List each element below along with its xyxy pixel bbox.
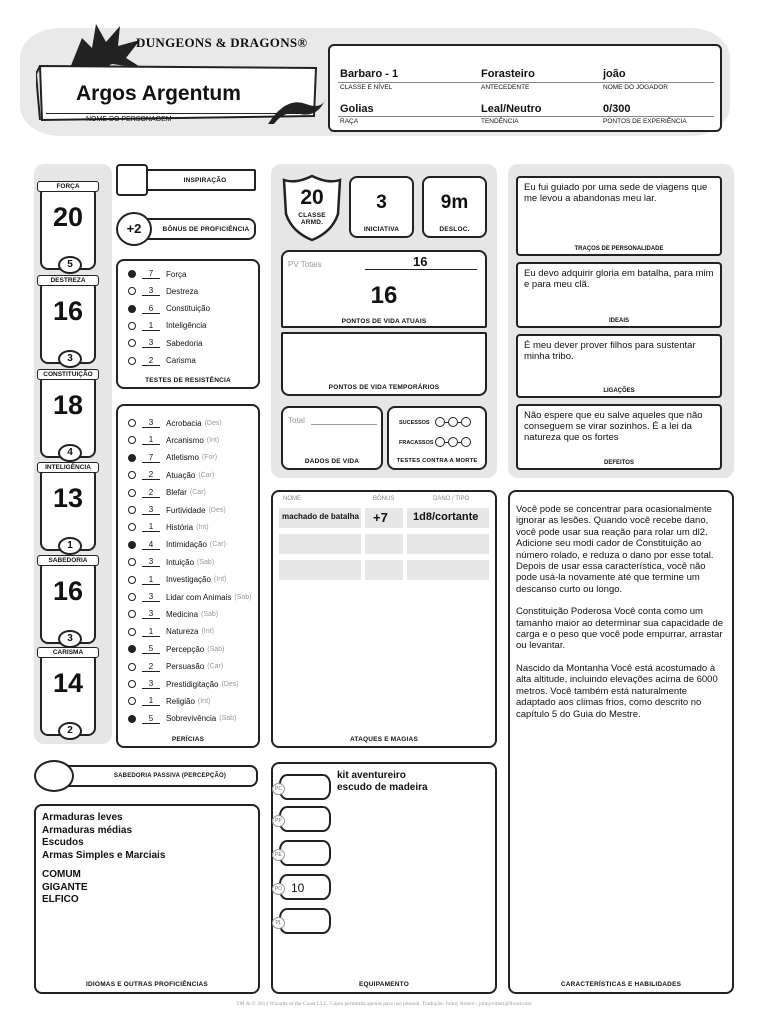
ability-modifier[interactable]: 5 xyxy=(58,256,82,274)
saving-throw-value[interactable]: 6 xyxy=(142,304,160,314)
skill-row[interactable] xyxy=(128,538,226,552)
inspiration-box[interactable] xyxy=(116,164,148,196)
saving-throw-row[interactable] xyxy=(128,354,196,368)
inspiration-label: INSPIRAÇÃO xyxy=(183,177,227,184)
attack-bonus-cell xyxy=(365,508,403,528)
skill-value[interactable]: 3 xyxy=(142,505,160,515)
proficiency-marker[interactable] xyxy=(128,357,136,365)
ability-name: DESTREZA xyxy=(37,275,99,286)
language-line: Escudos xyxy=(42,837,84,848)
skill-value[interactable]: 3 xyxy=(142,679,160,689)
skill-row[interactable] xyxy=(128,694,210,708)
attack-damage-cell xyxy=(407,560,489,580)
skill-attribute: (Car) xyxy=(209,541,226,549)
death-fail-boxes[interactable] xyxy=(435,437,471,447)
ability-modifier[interactable]: 4 xyxy=(58,444,82,462)
skill-attribute: (Int) xyxy=(196,523,209,531)
attack-name-cell xyxy=(279,508,361,528)
character-name-label: NOME DO PERSONAGEM xyxy=(86,116,172,123)
hp-temp-label: PONTOS DE VIDA TEMPORÁRIOS xyxy=(328,384,440,391)
death-saves-label: TESTES CONTRA A MORTE xyxy=(396,458,478,464)
ability-name: INTELIGÊNCIA xyxy=(37,462,99,473)
death-saves xyxy=(387,406,487,470)
feature-paragraph: Nascido da Montanha Você está acostumado à alta altitude, incluindo elevações acima de 6000 metros. Você também está naturalmente adaptado aos climas frios, como descrito no capítulo 5 do Guia do Mestre. xyxy=(516,662,718,720)
skill-name: Blefar xyxy=(166,488,187,498)
ability-score[interactable]: 14 xyxy=(52,668,84,698)
hp-current-value[interactable]: 16 xyxy=(370,282,398,309)
proficiency-marker[interactable] xyxy=(128,305,136,313)
saving-throw-name: Constituição xyxy=(166,304,211,314)
ability-modifier[interactable]: 1 xyxy=(58,537,82,555)
ability-charisma xyxy=(40,649,96,736)
attack-name-cell xyxy=(279,560,361,580)
language-line: COMUM xyxy=(42,869,81,880)
proficiency-marker[interactable] xyxy=(128,576,136,584)
proficiency-marker[interactable] xyxy=(128,697,136,705)
skill-value[interactable]: 1 xyxy=(142,522,160,532)
death-fail-2[interactable] xyxy=(448,437,458,447)
proficiency-label: BÔNUS DE PROFICIÊNCIA xyxy=(162,226,250,233)
ability-score[interactable]: 16 xyxy=(52,296,84,326)
equipment-item: kit aventureiro xyxy=(337,770,406,781)
features-title: CARACTERÍSTICAS E HABILIDADES xyxy=(560,981,682,988)
skill-attribute: (Car) xyxy=(189,489,206,497)
inspiration xyxy=(116,164,260,196)
skill-row[interactable] xyxy=(128,451,217,465)
attack-header-bonus: BÔNUS xyxy=(373,496,395,502)
initiative-label: INICIATIVA xyxy=(363,226,400,233)
ability-modifier[interactable]: 3 xyxy=(58,350,82,368)
ability-constitution xyxy=(40,371,96,458)
coin-gold[interactable] xyxy=(274,874,331,900)
saving-throws xyxy=(116,259,260,389)
player-name-label: NOME DO JOGADOR xyxy=(603,84,669,91)
skill-row[interactable] xyxy=(128,503,226,517)
info-line-1 xyxy=(338,82,714,83)
skill-value[interactable]: 5 xyxy=(142,644,160,654)
skill-name: Intimidação xyxy=(166,540,207,550)
coin-label: PP xyxy=(272,815,285,827)
skill-name: Atletismo xyxy=(166,453,199,463)
skill-attribute: (Des) xyxy=(221,680,239,688)
saving-throw-name: Destreza xyxy=(166,286,199,296)
proficiency-marker[interactable] xyxy=(128,454,136,462)
feature-paragraph: Constituição Poderosa Você conta como um tamanho maior ao determinar sua capacidade de carga e o peso que você pode empurrar, arrastar ou levantar. xyxy=(516,606,724,652)
dragon-tail-icon xyxy=(266,94,328,126)
proficiency-marker[interactable] xyxy=(128,339,136,347)
proficiency-marker[interactable] xyxy=(128,489,136,497)
ability-name: FORÇA xyxy=(37,181,99,192)
attack-bonus-cell xyxy=(365,534,403,554)
coin-label: PC xyxy=(272,783,285,795)
proficiency-marker[interactable] xyxy=(128,628,136,636)
ability-score[interactable]: 16 xyxy=(52,576,84,606)
language-line: Armaduras leves xyxy=(42,812,123,823)
saving-throw-value[interactable]: 3 xyxy=(142,338,160,348)
passive-label: SABEDORIA PASSIVA (PERCEPÇÃO) xyxy=(113,773,227,779)
name-underline xyxy=(46,113,302,114)
proficiency-marker[interactable] xyxy=(128,270,136,278)
ability-modifier[interactable]: 2 xyxy=(58,722,82,740)
ability-score[interactable]: 13 xyxy=(52,483,84,513)
skill-row[interactable] xyxy=(128,607,218,621)
proficiency-marker[interactable] xyxy=(128,558,136,566)
hit-dice-total-label: Total xyxy=(288,416,305,425)
skill-attribute: (Sab) xyxy=(197,558,215,566)
personality-traits[interactable] xyxy=(516,176,722,256)
initiative xyxy=(349,176,414,238)
skill-attribute: (Des) xyxy=(204,419,222,427)
skill-value[interactable]: 5 xyxy=(142,714,160,724)
passive-wisdom xyxy=(34,760,260,792)
skill-row[interactable] xyxy=(128,590,251,604)
skill-value[interactable]: 2 xyxy=(142,488,160,498)
skill-attribute: (Sab) xyxy=(207,645,225,653)
skill-attribute: (Int) xyxy=(197,697,211,705)
initiative-value[interactable]: 3 xyxy=(376,192,387,213)
attacks-title: ATAQUES E MAGIAS xyxy=(350,736,418,743)
ability-score[interactable]: 20 xyxy=(52,202,84,232)
skill-name: Medicina xyxy=(166,609,199,619)
flaws-text: Não espere que eu salve aqueles que não conseguem se virar sozinhos. É a lei da natureza que os fortes xyxy=(524,410,703,443)
languages-proficiencies[interactable] xyxy=(34,804,260,994)
skill-row[interactable] xyxy=(128,555,214,569)
saving-throw-name: Inteligência xyxy=(166,321,207,331)
proficiency-marker[interactable] xyxy=(128,322,136,330)
flaws-label: DEFEITOS xyxy=(604,460,634,466)
proficiency-marker[interactable] xyxy=(128,610,136,618)
proficiency-marker[interactable] xyxy=(128,523,136,531)
saving-throw-row[interactable] xyxy=(128,267,186,281)
coin-value: 10 xyxy=(291,881,305,895)
skill-attribute: (Int) xyxy=(201,628,214,636)
skill-attribute: (Car) xyxy=(198,471,215,479)
skill-value[interactable]: 4 xyxy=(142,540,160,550)
skill-name: Persuasão xyxy=(166,662,205,672)
proficiency-marker[interactable] xyxy=(128,680,136,688)
skill-value[interactable]: 2 xyxy=(142,662,160,672)
death-success-3[interactable] xyxy=(461,417,471,427)
skill-name: Acrobacia xyxy=(166,418,202,428)
coin-label: PL xyxy=(272,917,285,929)
abilities-column xyxy=(34,164,112,744)
features-traits[interactable] xyxy=(508,490,734,994)
language-line: ELFICO xyxy=(42,894,79,905)
attack-row[interactable] xyxy=(279,508,489,528)
attack-row-empty[interactable] xyxy=(279,534,489,554)
alignment-value[interactable]: Leal/Neutro xyxy=(481,103,542,115)
saving-throw-row[interactable] xyxy=(128,284,198,298)
attack-damage-cell xyxy=(407,508,489,528)
languages-body xyxy=(42,812,165,907)
proficiency-marker[interactable] xyxy=(128,715,136,723)
flaws[interactable] xyxy=(516,404,722,470)
proficiency-marker[interactable] xyxy=(128,593,136,601)
attack-bonus: +7 xyxy=(373,510,388,525)
ability-wisdom xyxy=(40,557,96,644)
ability-score[interactable]: 18 xyxy=(52,390,84,420)
attack-row-empty[interactable] xyxy=(279,560,489,580)
proficiency-bonus xyxy=(116,212,260,246)
skill-value[interactable]: 3 xyxy=(142,557,160,567)
hp-max-value[interactable]: 16 xyxy=(413,254,428,269)
skill-row[interactable] xyxy=(128,625,214,639)
race-label: RAÇA xyxy=(340,118,359,125)
skills xyxy=(116,404,260,748)
attack-name-cell xyxy=(279,534,361,554)
ability-intelligence xyxy=(40,464,96,551)
coin-silver[interactable] xyxy=(275,806,331,832)
proficiency-marker[interactable] xyxy=(128,419,136,427)
skill-value[interactable]: 2 xyxy=(142,470,160,480)
hit-dice xyxy=(281,406,383,470)
features-body xyxy=(516,504,728,720)
skill-value[interactable]: 1 xyxy=(142,575,160,585)
skill-name: Sobrevivência xyxy=(166,714,217,724)
ability-name: CONSTITUIÇÃO xyxy=(37,369,99,380)
saving-throw-row[interactable] xyxy=(128,302,210,316)
personality-traits-wrap xyxy=(508,164,734,478)
proficiency-marker[interactable] xyxy=(128,471,136,479)
skill-value[interactable]: 3 xyxy=(142,609,160,619)
skill-name: Atuação xyxy=(166,470,196,480)
attack-header-name: NOME xyxy=(283,496,301,502)
ability-strength xyxy=(40,183,96,270)
saving-throw-row[interactable] xyxy=(128,336,202,350)
armor-class-value[interactable]: 20 xyxy=(300,186,324,209)
skill-value[interactable]: 1 xyxy=(142,627,160,637)
skill-row[interactable] xyxy=(128,468,214,482)
skill-name: Religião xyxy=(166,696,195,706)
ability-dexterity xyxy=(40,277,96,364)
hp-max-label: PV Totais xyxy=(288,260,322,269)
personality-traits-text: Eu fui guiado por uma sede de viagens que me levou a abandonas meu lar. xyxy=(524,182,708,204)
hit-dice-total-line xyxy=(311,424,377,425)
armor-class-label: CLASSE ARMD. xyxy=(298,212,326,226)
equipment-title: EQUIPAMENTO xyxy=(359,981,409,988)
bonds-text: É meu dever prover filhos para sustentar minha tribo. xyxy=(524,340,696,362)
skill-row[interactable] xyxy=(128,642,224,656)
skill-name: Furtividade xyxy=(166,505,206,515)
bonds[interactable] xyxy=(516,334,722,398)
skill-attribute: (Sab) xyxy=(201,610,219,618)
saving-throws-title: TESTES DE RESISTÊNCIA xyxy=(145,377,231,384)
skill-attribute: (Int) xyxy=(213,576,227,584)
proficiency-marker[interactable] xyxy=(128,541,136,549)
skill-name: Prestidigitação xyxy=(166,679,219,689)
copyright-footer: TM & © 2014 Wizards of the Coast LLC. Cópia permitida apenas para uso pessoal. Tradução: Johny Robert | johnyrobert@iloud.com xyxy=(236,1001,532,1007)
skill-attribute: (Car) xyxy=(207,663,224,671)
temporary-hit-points xyxy=(281,332,487,396)
hp-current-label: PONTOS DE VIDA ATUAIS xyxy=(341,318,427,325)
skill-attribute: (For) xyxy=(201,454,218,462)
death-fail-label: FRACASSOS xyxy=(399,440,434,446)
saving-throw-value[interactable]: 2 xyxy=(142,356,160,366)
attacks-spells xyxy=(271,490,497,748)
background-label: ANTECEDENTE xyxy=(481,84,530,91)
race-value[interactable]: Golias xyxy=(340,103,374,115)
language-line: GIGANTE xyxy=(42,881,88,893)
equipment[interactable] xyxy=(271,762,497,994)
coin-electrum[interactable] xyxy=(275,840,331,866)
background-value[interactable]: Forasteiro xyxy=(481,68,535,80)
hp-max-line xyxy=(365,269,477,270)
skill-name: Investigação xyxy=(166,575,211,585)
coin-platinum[interactable] xyxy=(275,908,331,934)
skill-name: Natureza xyxy=(166,627,199,637)
saving-throw-value[interactable]: 7 xyxy=(142,269,160,279)
personality-traits-label: TRAÇOS DE PERSONALIDADE xyxy=(574,246,664,252)
skill-name: Arcanismo xyxy=(166,435,204,445)
skill-row[interactable] xyxy=(128,712,236,726)
proficiency-marker[interactable] xyxy=(128,506,136,514)
language-line: Armas Simples e Marciais xyxy=(42,849,166,861)
skill-value[interactable]: 1 xyxy=(142,435,160,445)
death-success-2[interactable] xyxy=(448,417,458,427)
skill-name: História xyxy=(166,522,194,532)
feature-paragraph: Você pode se concentrar para ocasionalmente ignorar as lesões. Quando você recebe dano, você pode usar sua reação para rolar um dl2. Adicione seu modi cador de Constituição ao número rolado, e reduza o dano por esse total. Depois de usar essa característica, você não pode usá-la novamente até que termine um descanso curto ou longo. xyxy=(516,504,714,595)
death-fail-1[interactable] xyxy=(435,437,445,447)
experience-value[interactable]: 0/300 xyxy=(603,103,631,115)
ideals-text: Eu devo adquirir gloria em batalha, para mim e para meu clã. xyxy=(524,268,714,290)
speed-label: DESLOC. xyxy=(439,226,470,233)
skill-value[interactable]: 1 xyxy=(142,696,160,706)
coin-label: PO xyxy=(272,883,285,895)
ideals[interactable] xyxy=(516,262,722,328)
alignment-label: TENDÊNCIA xyxy=(481,118,519,125)
skill-name: Percepção xyxy=(166,644,205,654)
equipment-item: escudo de madeira xyxy=(337,782,428,793)
skills-title: PERÍCIAS xyxy=(171,736,205,743)
proficiency-marker[interactable] xyxy=(128,287,136,295)
character-name[interactable]: Argos Argentum xyxy=(76,82,241,105)
header xyxy=(0,0,768,150)
saving-throw-name: Carisma xyxy=(166,356,196,365)
skill-attribute: (Sab) xyxy=(219,715,237,723)
skill-row[interactable] xyxy=(128,677,239,691)
skill-row[interactable] xyxy=(128,520,209,534)
saving-throw-value[interactable]: 3 xyxy=(142,286,160,296)
ability-modifier[interactable]: 3 xyxy=(58,630,82,648)
skill-value[interactable]: 3 xyxy=(142,592,160,602)
coin-copper[interactable] xyxy=(275,774,331,800)
death-success-boxes[interactable] xyxy=(435,417,471,427)
proficiency-value[interactable]: +2 xyxy=(116,212,152,246)
attack-name: machado de batalha xyxy=(282,512,359,521)
skill-row[interactable] xyxy=(128,573,226,587)
death-success-label: SUCESSOS xyxy=(399,420,430,426)
ability-name: CARISMA xyxy=(37,647,99,658)
bonds-label: LIGAÇÕES xyxy=(603,388,635,394)
language-line xyxy=(42,862,165,869)
skill-row[interactable] xyxy=(128,660,223,674)
skill-row[interactable] xyxy=(128,433,219,447)
skill-value[interactable]: 3 xyxy=(142,418,160,428)
armor-class xyxy=(282,174,342,242)
speed-value[interactable]: 9m xyxy=(440,192,469,213)
brand-logo-text: DUNGEONS & DRAGONS® xyxy=(136,35,308,50)
saving-throw-row[interactable] xyxy=(128,319,206,333)
player-name-value[interactable]: joão xyxy=(603,68,626,80)
hit-dice-label: DADOS DE VIDA xyxy=(304,458,360,465)
class-level-label: CLASSE E NÍVEL xyxy=(340,84,393,91)
equipment-items xyxy=(337,770,428,794)
skill-attribute: (Sab) xyxy=(234,593,252,601)
skill-row[interactable] xyxy=(128,486,206,500)
proficiency-marker[interactable] xyxy=(128,645,136,653)
saving-throw-value[interactable]: 1 xyxy=(142,321,160,331)
attack-bonus-cell xyxy=(365,560,403,580)
skill-row[interactable] xyxy=(128,416,222,430)
saving-throw-name: Sabedoria xyxy=(166,338,203,348)
experience-label: PONTOS DE EXPERIÊNCIA xyxy=(603,118,687,125)
skill-attribute: (Int) xyxy=(206,436,220,444)
coin-label: PE xyxy=(272,849,285,861)
current-hit-points xyxy=(281,250,487,328)
proficiency-marker[interactable] xyxy=(128,663,136,671)
saving-throw-name: Força xyxy=(166,269,187,279)
skill-attribute: (Des) xyxy=(208,506,226,514)
language-line: Armaduras médias xyxy=(42,824,133,836)
death-fail-3[interactable] xyxy=(461,437,471,447)
languages-title: IDIOMAS E OUTRAS PROFICIÊNCIAS xyxy=(86,981,208,988)
skill-value[interactable]: 7 xyxy=(142,453,160,463)
ideals-label: IDEAIS xyxy=(608,318,629,324)
skill-name: Lidar com Animais xyxy=(166,592,232,602)
info-line-2 xyxy=(338,116,714,117)
class-level-value[interactable]: Barbaro - 1 xyxy=(340,68,399,80)
speed xyxy=(422,176,487,238)
ability-name: SABEDORIA xyxy=(37,555,99,566)
proficiency-marker[interactable] xyxy=(128,436,136,444)
attack-damage-cell xyxy=(407,534,489,554)
attack-header-damage: DANO / TIPO xyxy=(433,496,470,502)
passive-value-box[interactable] xyxy=(34,760,74,792)
skill-name: Intuição xyxy=(166,557,195,567)
attack-damage: 1d8/cortante xyxy=(413,511,479,523)
death-success-1[interactable] xyxy=(435,417,445,427)
